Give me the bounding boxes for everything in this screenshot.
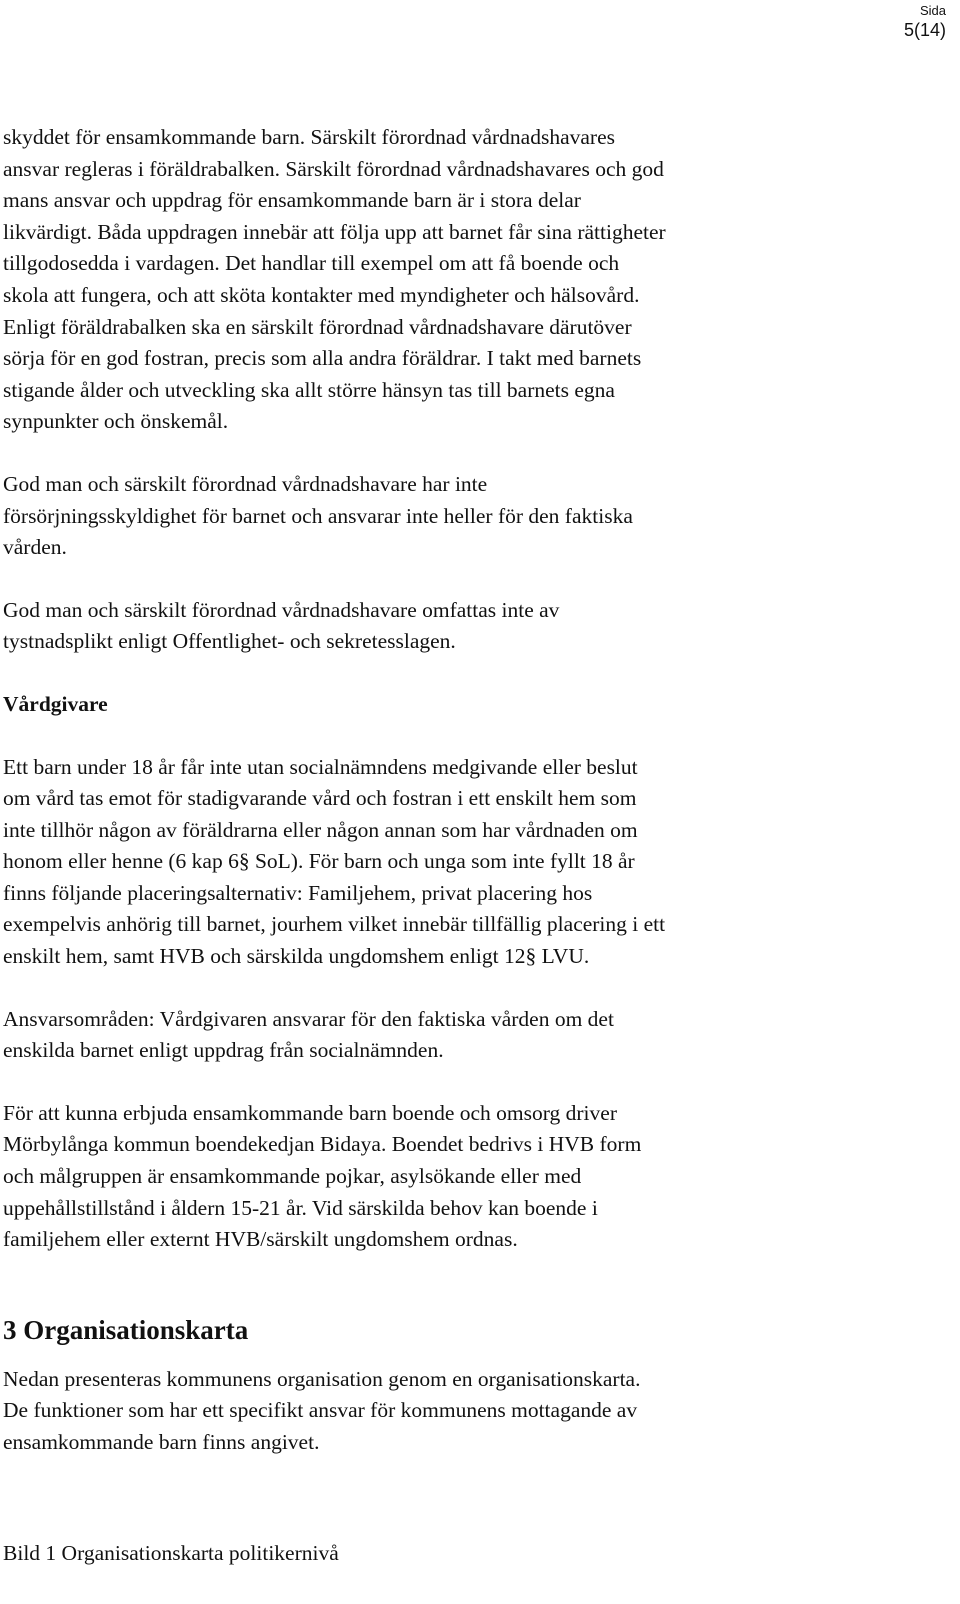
paragraph-responsibility-areas: Ansvarsområden: Vårdgivaren ansvarar för den faktiska vården om det enskilda barnet enligt uppdrag från socialnämnden.: [3, 1006, 614, 1063]
paragraph-no-confidentiality: God man och särskilt förordnad vårdnadshavare omfattas inte av tystnadsplikt enligt Offentlighet- och sekretesslagen.: [3, 597, 560, 654]
heading-organisationskarta: 3 Organisationskarta: [3, 1314, 249, 1345]
paragraph-placement-options: Ett barn under 18 år får inte utan socialnämndens medgivande eller beslut om vård tas emot för stadigvarande vård och fostran i ett enskilt hem som inte tillhör någon av föräldrarna eller någon annan som har vårdnaden om honom eller henne (6 kap 6§ SoL). För barn och unga som inte fyllt 18 år finns följande placeringsalternativ: Familjehem, privat placering hos exempelvis anhörig till barnet, jourhem vilket innebär tillfällig placering i ett enskilt hem, samt HVB och särskilda ungdomshem enligt 12§ LVU.: [3, 754, 666, 969]
paragraph-no-support-obligation: God man och särskilt förordnad vårdnadshavare har inte försörjningsskyldighet för barnet och ansvarar inte heller för den faktiska vården.: [3, 471, 633, 560]
paragraph-guardian-responsibility: skyddet för ensamkommande barn. Särskilt förordnad vårdnadshavares ansvar regleras i föräldrabalken. Särskilt förordnad vårdnadshavares och god mans ansvar och uppdrag för ensamkommande barn är i stora delar likvärdigt. Båda uppdragen innebär att följa upp att barnet får sina rättigheter tillgodosedda i vardagen. Det handlar till exempel om att få boende och skola att fungera, och att sköta kontakter med myndigheter och hälsovård. Enligt föräldrabalken ska en särskilt förordnad vårdnadshavare därutöver sörja för en god fostran, precis som alla andra föräldrar. I takt med barnets stigande ålder och utveckling ska allt större hänsyn tas till barnets egna synpunkter och önskemål.: [3, 125, 666, 434]
page-header: [904, 0, 946, 41]
document-body: [3, 122, 948, 1459]
figure-caption: Bild 1 Organisationskarta politikernivå: [3, 1541, 339, 1565]
paragraph-org-intro: Nedan presenteras kommunens organisation genom en organisationskarta. De funktioner som har ett specifikt ansvar för kommunens mottagande av ensamkommande barn finns angivet.: [3, 1366, 641, 1454]
page-number: 5(14): [903, 20, 946, 40]
page-label: Sida: [919, 3, 946, 18]
paragraph-bidaya: För att kunna erbjuda ensamkommande barn boende och omsorg driver Mörbylånga kommun boendekedjan Bidaya. Boendet bedrivs i HVB form och målgruppen är ensamkommande pojkar, asylsökande eller med uppehållstillstånd i åldern 15-21 år. Vid särskilda behov kan boende i familjehem eller externt HVB/särskilt ungdomshem ordnas.: [3, 1100, 642, 1252]
heading-vardgivare: Vårdgivare: [3, 691, 108, 716]
